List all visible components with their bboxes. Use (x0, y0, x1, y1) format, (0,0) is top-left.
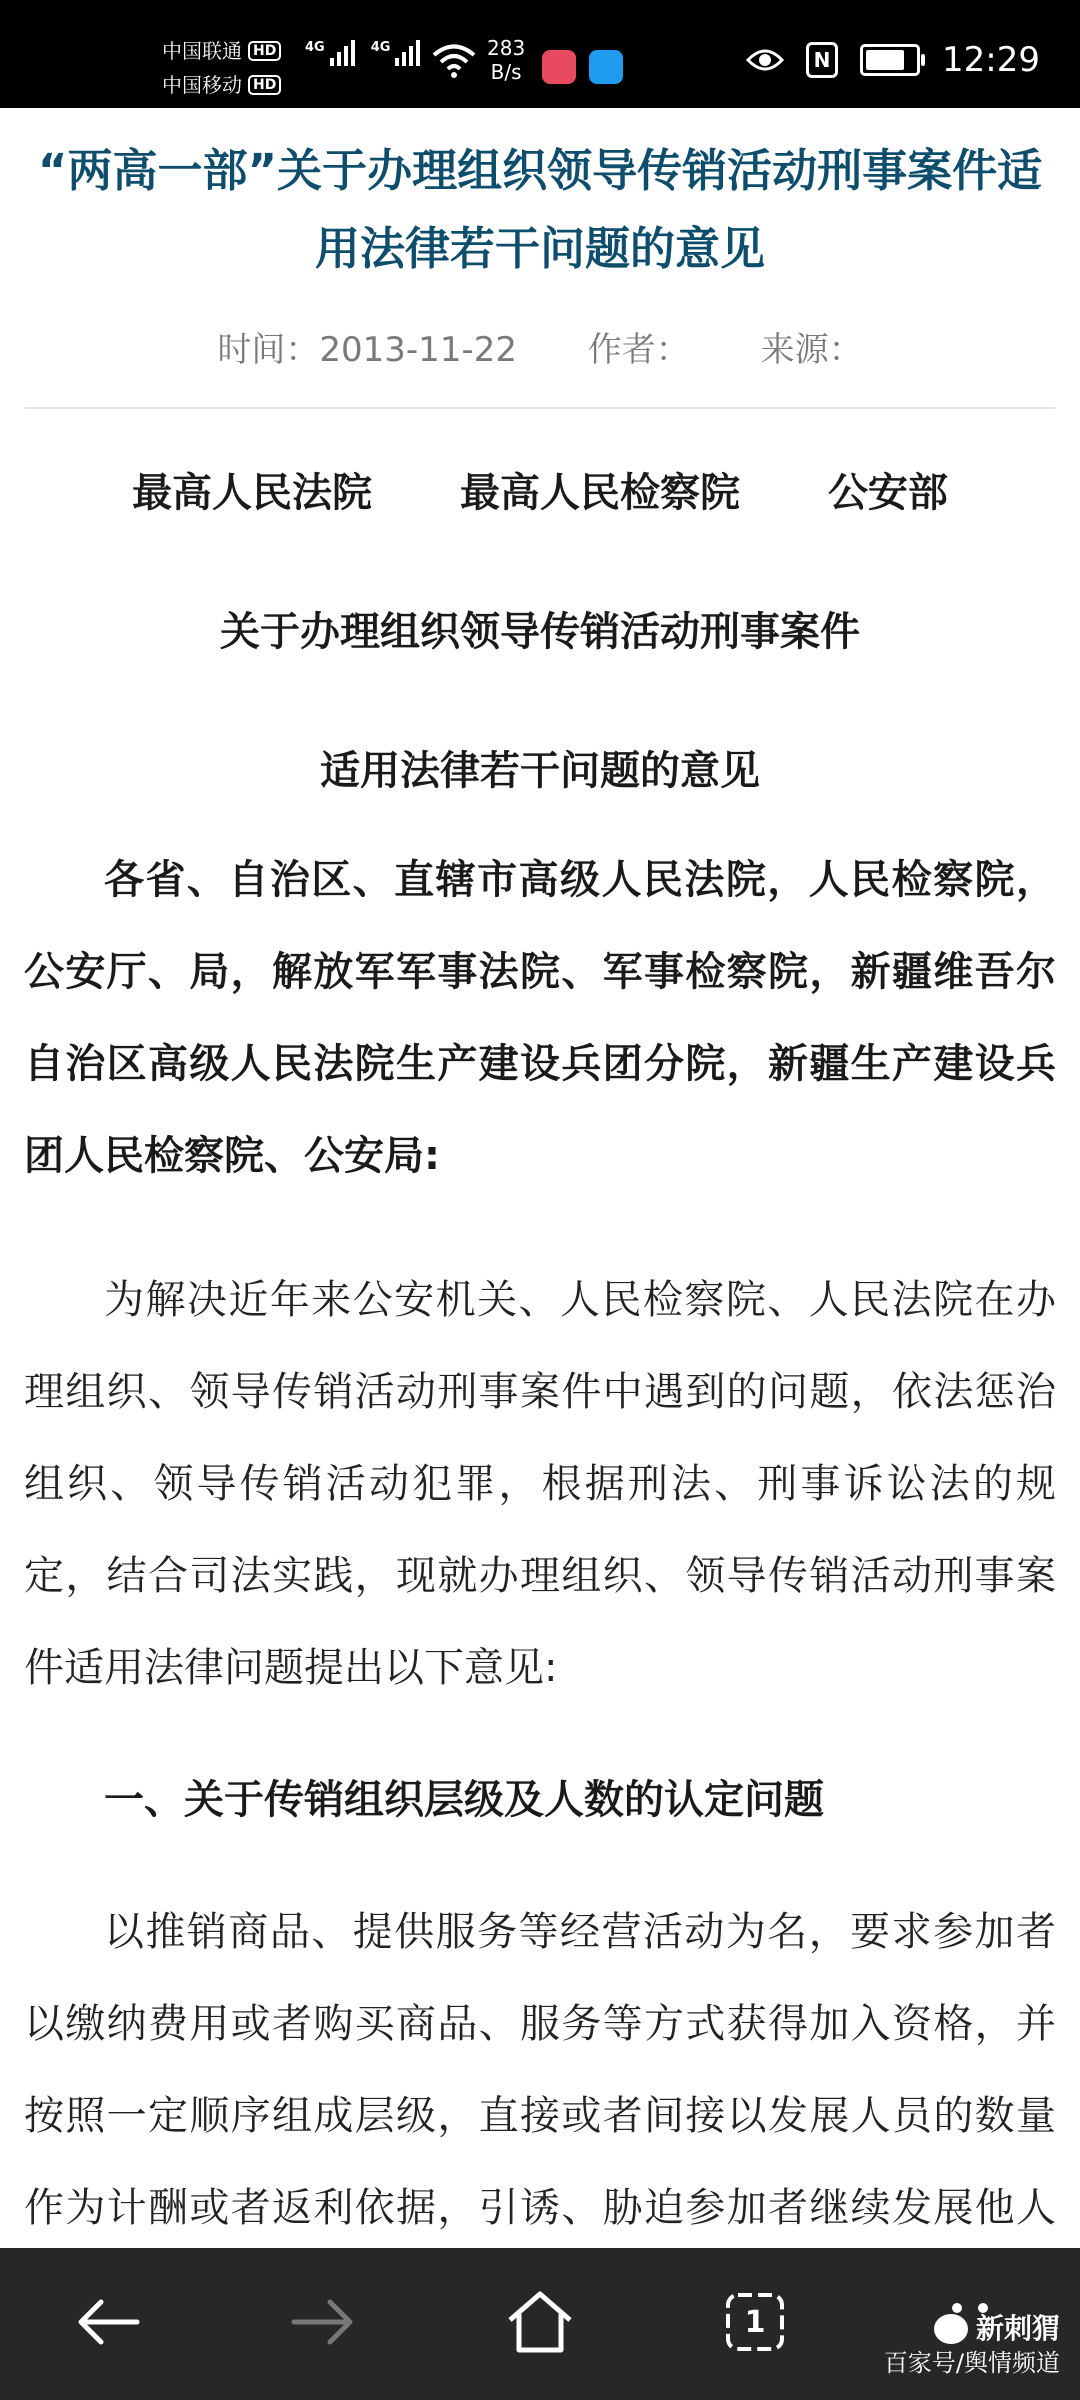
meta-source-label: 来源： (760, 330, 863, 370)
wechat-logo-icon (934, 2314, 968, 2344)
hd-badge: HD (248, 41, 281, 61)
article-content[interactable] (0, 108, 1080, 2248)
battery-icon (860, 44, 920, 76)
network-type-label: 4G (370, 40, 391, 55)
issuers (0, 461, 1080, 518)
forward-icon (290, 2297, 356, 2347)
signal-icon (305, 40, 355, 66)
document-heading-line-1: 关于办理组织领导传销活动刑事案件 (220, 609, 860, 655)
eye-icon (746, 48, 784, 72)
network-speed-unit: B/s (490, 60, 522, 84)
meta-time-value: 2013-11-22 (319, 330, 517, 370)
section-1-paragraph: 以推销商品、提供服务等经营活动为名，要求参加者以缴纳费用或者购买商品、服务等方式获得加入资格，并按照一定顺序组成层级，直接或者间接以发展人员的数量作为计酬或者返利依据，引诱、胁迫参加者继续发展他人 (24, 1909, 1056, 2231)
network-speed (487, 36, 525, 84)
nfc-icon: N (806, 42, 838, 78)
network-speed-value: 283 (487, 36, 526, 60)
hd-badge: HD (248, 75, 281, 95)
clock: 12:29 (942, 40, 1040, 80)
back-icon (75, 2297, 141, 2347)
document-heading-line-2: 适用法律若干问题的意见 (320, 748, 760, 794)
carrier-info (162, 34, 281, 102)
meta-author-label: 作者： (587, 330, 690, 370)
watermark-brand: 新刺猬 (975, 2312, 1060, 2345)
watermark-source: 百家号/舆情频道 (883, 2349, 1060, 2377)
section-1-title: 一、关于传销组织层级及人数的认定问题 (104, 1777, 824, 1823)
carrier-2-name: 中国移动 (162, 73, 242, 97)
tab-count: 1 (744, 2304, 766, 2340)
article-title: “两高一部”关于办理组织领导传销活动刑事案件适用法律若干问题的意见 (37, 144, 1043, 275)
signal-icon (371, 40, 421, 66)
issuer-3: 公安部 (827, 470, 948, 516)
carrier-2 (162, 68, 281, 102)
meta-time (217, 330, 517, 370)
meta-time-label: 时间： (217, 330, 320, 370)
intro-paragraph: 为解决近年来公安机关、人民检察院、人民法院在办理组织、领导传销活动刑事案件中遇到的问题，依法惩治组织、领导传销活动犯罪，根据刑法、刑事诉讼法的规定，结合司法实践，现就办理组织、领导传销活动刑事案件适用法律问题提出以下意见: (24, 1277, 1056, 1691)
watermark (884, 2312, 1060, 2380)
home-button[interactable] (500, 2282, 580, 2362)
addressee-paragraph: 各省、自治区、直辖市高级人民法院，人民检察院，公安厅、局，解放军军事法院、军事检察院，新疆维吾尔自治区高级人民法院生产建设兵团分院，新疆生产建设兵团人民检察院、公安局: (24, 857, 1056, 1179)
network-type-label: 4G (305, 40, 325, 55)
issuer-1: 最高人民法院 (132, 470, 373, 516)
notification-app-icon (589, 50, 623, 84)
signal-icons (305, 40, 420, 66)
status-bar (0, 0, 1080, 108)
issuer-2: 最高人民检察院 (460, 470, 740, 516)
article-meta (0, 322, 1080, 371)
notification-app-icon (542, 50, 576, 84)
home-icon (505, 2290, 575, 2354)
watermark-brand-row (884, 2312, 1060, 2346)
carrier-1 (162, 34, 281, 68)
tabs-button[interactable] (715, 2282, 795, 2362)
wifi-icon (432, 44, 476, 78)
back-button[interactable] (68, 2282, 148, 2362)
carrier-1-name: 中国联通 (162, 39, 242, 63)
forward-button[interactable] (283, 2282, 363, 2362)
divider (25, 407, 1055, 409)
status-right (746, 40, 1040, 80)
